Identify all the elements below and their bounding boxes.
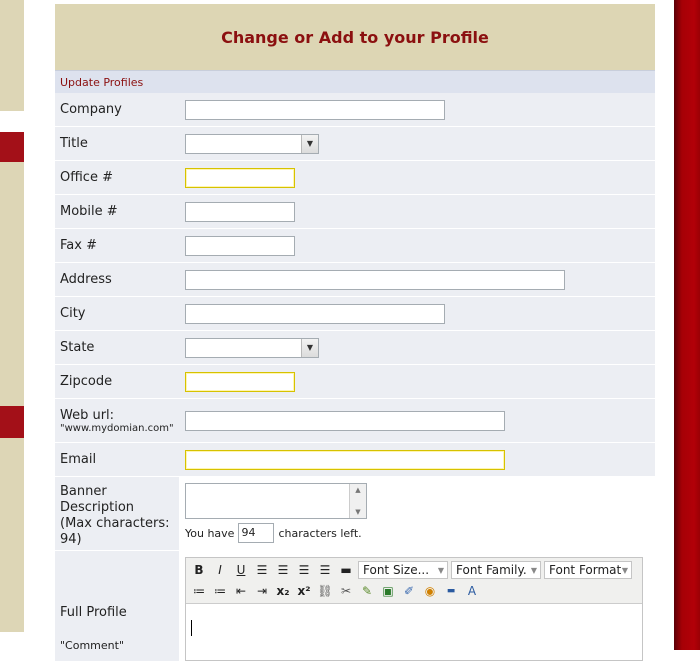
email-label: Email xyxy=(55,443,179,476)
title-row xyxy=(55,127,655,161)
city-row xyxy=(55,297,655,331)
title-select[interactable] xyxy=(185,134,319,154)
page-title: Change or Add to your Profile xyxy=(221,27,489,47)
cleanup-icon[interactable]: ✐ xyxy=(403,584,415,598)
outdent-icon[interactable]: ⇤ xyxy=(235,584,247,598)
underline-icon[interactable]: U xyxy=(236,563,246,577)
rich-text-editor xyxy=(185,557,643,661)
align-left-icon[interactable]: ☰ xyxy=(256,563,268,577)
scroll-up-icon[interactable]: ▲ xyxy=(355,486,361,494)
characters-left-count: 94 xyxy=(238,523,274,543)
company-row xyxy=(55,93,655,127)
section-title: Update Profiles xyxy=(60,75,144,89)
section-header xyxy=(55,70,655,93)
company-input[interactable] xyxy=(185,100,445,120)
weburl-row xyxy=(55,399,655,443)
chevron-down-icon: ▼ xyxy=(621,566,628,575)
html-icon[interactable]: ▬ xyxy=(446,586,456,596)
address-row xyxy=(55,263,655,297)
color-icon[interactable]: ◉ xyxy=(424,584,436,598)
spellcheck-icon[interactable]: A xyxy=(467,584,477,598)
full-profile-row xyxy=(55,551,655,662)
full-profile-label: Full Profile xyxy=(60,605,127,620)
right-side-border xyxy=(674,0,700,650)
address-input[interactable] xyxy=(185,270,565,290)
weburl-hint: "www.mydomian.com" xyxy=(60,422,174,434)
left-side-panel-top xyxy=(0,0,24,111)
bullet-list-icon[interactable]: ≔ xyxy=(193,584,205,598)
left-side-panel-bottom xyxy=(0,406,24,632)
align-center-icon[interactable]: ☰ xyxy=(277,563,289,577)
banner-label: Banner Description (Max characters: 94) xyxy=(55,477,179,550)
address-label: Address xyxy=(55,263,179,296)
characters-remaining: You have 94 characters left. xyxy=(185,523,362,543)
numbered-list-icon[interactable]: ≔ xyxy=(214,584,226,598)
font-size-select[interactable]: Font Size... ▼ xyxy=(358,561,448,579)
email-input[interactable] xyxy=(185,450,505,470)
subscript-icon[interactable]: x₂ xyxy=(276,584,290,598)
email-row xyxy=(55,443,655,477)
comment-label: "Comment" xyxy=(60,639,125,652)
office-input[interactable] xyxy=(185,168,295,188)
chevron-down-icon: ▼ xyxy=(530,566,537,575)
chevron-down-icon: ▼ xyxy=(437,566,444,575)
mobile-row xyxy=(55,195,655,229)
italic-icon[interactable]: I xyxy=(218,563,222,577)
left-side-panel-middle xyxy=(0,132,24,417)
mobile-input[interactable] xyxy=(185,202,295,222)
state-select[interactable] xyxy=(185,338,319,358)
fax-label: Fax # xyxy=(55,229,179,262)
scroll-down-icon[interactable]: ▼ xyxy=(355,508,361,516)
mobile-label: Mobile # xyxy=(55,195,179,228)
font-format-select[interactable]: Font Format ▼ xyxy=(544,561,632,579)
editor-toolbar xyxy=(186,558,642,604)
fax-input[interactable] xyxy=(185,236,295,256)
font-family-select[interactable]: Font Family. ▼ xyxy=(451,561,541,579)
align-justify-icon[interactable]: ☰ xyxy=(319,563,331,577)
state-row xyxy=(55,331,655,365)
city-label: City xyxy=(55,297,179,330)
weburl-label: Web url: xyxy=(60,407,115,423)
indent-icon[interactable]: ⇥ xyxy=(256,584,268,598)
unlink-icon[interactable]: ✂ xyxy=(340,584,352,598)
banner-row xyxy=(55,477,655,551)
title-label: Title xyxy=(55,127,179,160)
state-label: State xyxy=(55,331,179,364)
banner-textarea[interactable] xyxy=(185,483,367,519)
superscript-icon[interactable]: x² xyxy=(297,584,311,598)
image-icon[interactable]: ▣ xyxy=(382,584,394,598)
office-row xyxy=(55,161,655,195)
profile-form xyxy=(55,4,655,662)
fax-row xyxy=(55,229,655,263)
city-input[interactable] xyxy=(185,304,445,324)
chevron-down-icon[interactable]: ▼ xyxy=(301,339,318,357)
form-header xyxy=(55,4,655,70)
align-right-icon[interactable]: ☰ xyxy=(298,563,310,577)
company-label: Company xyxy=(55,93,179,126)
horizontal-rule-icon[interactable]: ▬ xyxy=(340,563,352,577)
link-icon[interactable]: ⛓ xyxy=(317,584,333,598)
edit-icon[interactable]: ✎ xyxy=(361,584,373,598)
zipcode-input[interactable] xyxy=(185,372,295,392)
text-caret xyxy=(191,620,192,636)
weburl-input[interactable] xyxy=(185,411,505,431)
chevron-down-icon[interactable]: ▼ xyxy=(301,135,318,153)
textarea-scrollbar[interactable] xyxy=(349,484,366,518)
editor-content-area[interactable] xyxy=(186,604,642,660)
office-label: Office # xyxy=(55,161,179,194)
zipcode-row xyxy=(55,365,655,399)
bold-icon[interactable]: B xyxy=(194,563,204,577)
zipcode-label: Zipcode xyxy=(55,365,179,398)
